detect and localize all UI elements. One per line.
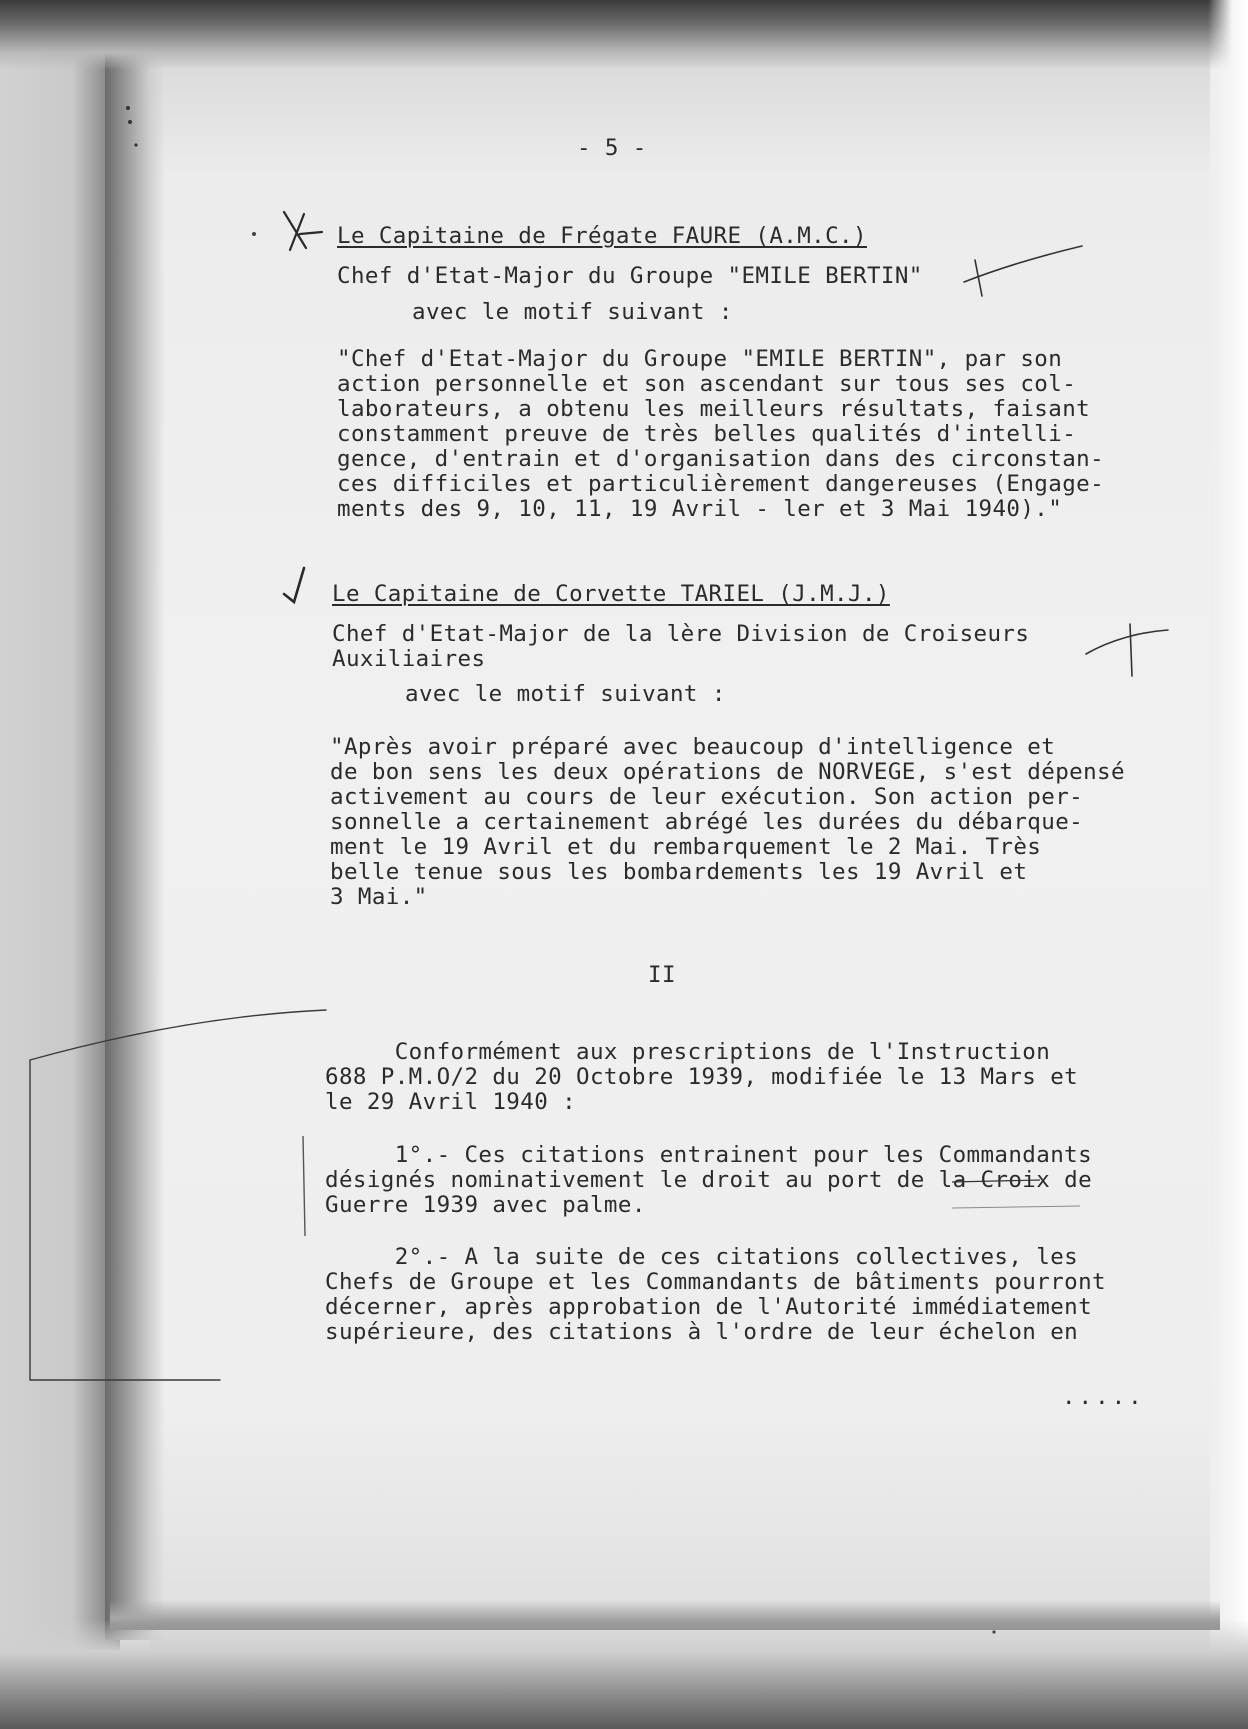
section1-role: Chef d'Etat-Major du Groupe "EMILE BERTIN" (337, 263, 923, 289)
page-number: - 5 - (577, 135, 647, 161)
binding-hole-2 (128, 120, 132, 124)
section2-role: Chef d'Etat-Major de la lère Division de Croiseurs Auxiliaires (332, 621, 1030, 672)
check-mark-2 (284, 568, 304, 602)
cross-mark-2 (1086, 624, 1168, 676)
part-ii-item-2: 2°.- A la suite de ces citations collectives, les Chefs de Groupe et les Commandants de bâtiments pourront décerner, après approbation de l'Autorité immédiatement supérieure, des citations à l'ordre de leur échelon en (325, 1244, 1106, 1345)
binding-hole-3 (134, 143, 137, 146)
part-ii-item-1: 1°.- Ces citations entrainent pour les Commandants désignés nominativement le droit au port de la Croix de Guerre 1939 avec palme. (325, 1142, 1093, 1218)
section1-heading: Le Capitaine de Frégate FAURE (A.M.C.) (337, 223, 867, 249)
x-mark-1 (284, 212, 322, 250)
section2-motif: avec le motif suivant : (405, 681, 726, 707)
underline-scribble (952, 1206, 1080, 1208)
binding-hole-1 (126, 106, 130, 110)
section2-heading: Le Capitaine de Corvette TARIEL (J.M.J.) (332, 581, 890, 607)
margin-bracket (30, 1010, 326, 1380)
part-ii-roman-numeral: II (648, 962, 676, 988)
section2-citation: "Après avoir préparé avec beaucoup d'intelligence et de bon sens les deux opérations de NORVEGE, s'est dépensé activement au cours de leur exécution. Son action per- sonnelle a certainement abrégé les durées du débarque- ment le 19 Avril et du rembarquement le 2 Mai. Très belle tenue sous les bombardements les 19 Avril et 3 Mai." (330, 734, 1125, 910)
continuation-dots: ..... (1062, 1384, 1145, 1410)
dot-mark (252, 232, 256, 236)
speck-1 (992, 1630, 995, 1633)
section1-citation: "Chef d'Etat-Major du Groupe "EMILE BERTIN", par son action personnelle et son ascendant sur tous ses col- laborateurs, a obtenu les meilleurs résultats, faisant constamment preuve de très belles qualités d'intelli- gence, d'entrain et d'organisation dans des circonstan- ces difficiles et particulièrement dangereuses (Engage- ments des 9, 10, 11, 19 Avril - ler et 3 Mai 1940)." (337, 346, 1105, 522)
pen-stroke-1 (964, 246, 1082, 296)
section1-motif: avec le motif suivant : (412, 299, 733, 325)
margin-vertical-line (303, 1136, 305, 1236)
strike-through (952, 1180, 1040, 1182)
part-ii-intro: Conformément aux prescriptions de l'Instruction 688 P.M.O/2 du 20 Octobre 1939, modifiée le 13 Mars et le 29 Avril 1940 : (325, 1039, 1079, 1115)
